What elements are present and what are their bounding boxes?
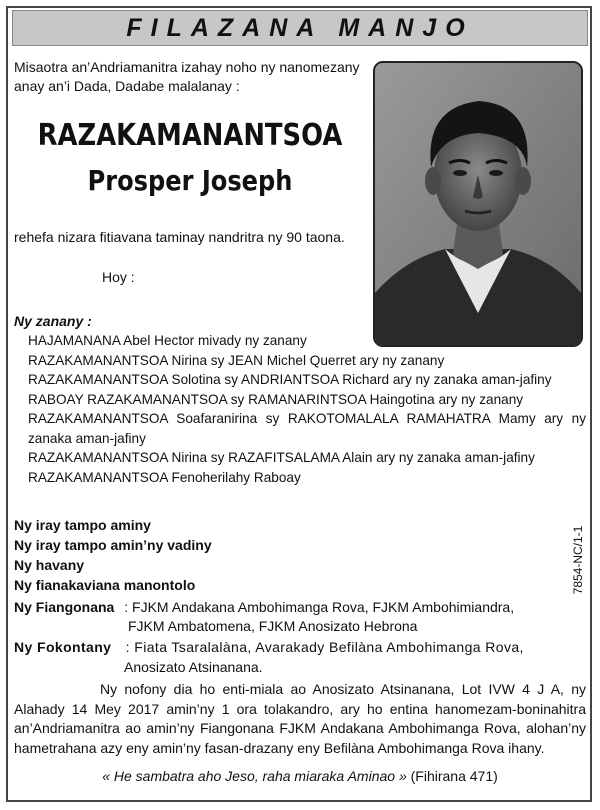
fokontany-line-1: : Fiata Tsaralalàna, Avarakady Befilàna Ambohimanga Rova, <box>125 639 524 655</box>
closing-quote <box>0 768 600 784</box>
portrait-photo <box>373 61 583 347</box>
list-item: RAZAKAMANANTSOA Fenoherilahy Raboay <box>28 469 301 485</box>
fiangonana-row <box>14 598 514 616</box>
burial-paragraph: Ny nofony dia ho enti-miala ao Anosizato Atsinanana, Lot IVW 4 J A, ny Alahady 14 Mey 2017 amin’ny 1 ora tolakandro, ary ho entina hanomezam-boninahitra an’Andriamanitra ao amin’ny Fiangonana FJKM Andakana Ambohimanga Rova, alohan’ny hametrahana azy eny amin’ny fasan-drazany eny Befilàna Ambohimanga Rova ihany. <box>14 681 586 756</box>
intro-line-1: Misaotra an’Andriamanitra izahay noho ny nanomezany <box>14 59 360 75</box>
fiangonana-line-2: FJKM Ambatomena, FJKM Anosizato Hebrona <box>128 618 418 634</box>
deceased-surname: RAZAKAMANANTSOA <box>37 118 343 153</box>
list-item: RABOAY RAZAKAMANANTSOA sy RAMANARINTSOA Haingotina ary ny zanany <box>28 391 524 407</box>
list-item: RAZAKAMANANTSOA Soafaranirina sy RAKOTOMALALA RAMAHATRA Mamy ary ny zanaka aman-jafiny <box>28 411 586 446</box>
reference-code-text: 7854-NC/1-1 <box>571 525 585 595</box>
list-item: RAZAKAMANANTSOA Nirina sy JEAN Michel Querret ary ny zanany <box>28 352 445 368</box>
fiangonana-label: Ny Fiangonana <box>14 599 115 615</box>
deceased-first-names: Prosper Joseph <box>87 164 293 197</box>
header-banner <box>12 10 588 46</box>
relatives-list <box>14 515 212 595</box>
list-item: RAZAKAMANANTSOA Solotina sy ANDRIANTSOA Richard ary ny zanaka aman-jafiny <box>28 372 552 387</box>
list-item: Ny iray tampo aminy <box>14 517 151 533</box>
fokontany-row <box>14 638 524 656</box>
list-item: Ny iray tampo amin’ny vadiny <box>14 537 212 553</box>
reference-code <box>570 515 586 605</box>
list-item: Ny fianakaviana manontolo <box>14 577 196 593</box>
header-title: FILAZANA MANJO <box>126 13 474 42</box>
intro-line-2: anay an’i Dada, Dadabe malalanay : <box>14 78 240 94</box>
age-line: rehefa nizara fitiavana taminay nandritra ny 90 taona. <box>14 229 345 245</box>
hoy-label: Hoy : <box>102 269 135 285</box>
list-item: HAJAMANANA Abel Hector mivady ny zanany <box>28 333 307 348</box>
fiangonana-line-1: : FJKM Andakana Ambohimanga Rova, FJKM Ambohimiandra, <box>124 599 515 615</box>
list-item: RAZAKAMANANTSOA Nirina sy RAZAFITSALAMA Alain ary ny zanaka aman-jafiny <box>28 450 535 465</box>
children-list <box>28 331 586 487</box>
list-item: Ny havany <box>14 557 85 573</box>
intro-text <box>14 58 366 96</box>
fokontany-label: Ny Fokontany <box>14 639 112 655</box>
quote-reference: (Fihirana 471) <box>410 768 498 784</box>
children-title: Ny zanany : <box>14 313 92 329</box>
portrait-image <box>375 63 581 345</box>
fokontany-line-2: Anosizato Atsinanana. <box>124 659 263 675</box>
quote-text: « He sambatra aho Jeso, raha miaraka Aminao » <box>102 768 407 784</box>
